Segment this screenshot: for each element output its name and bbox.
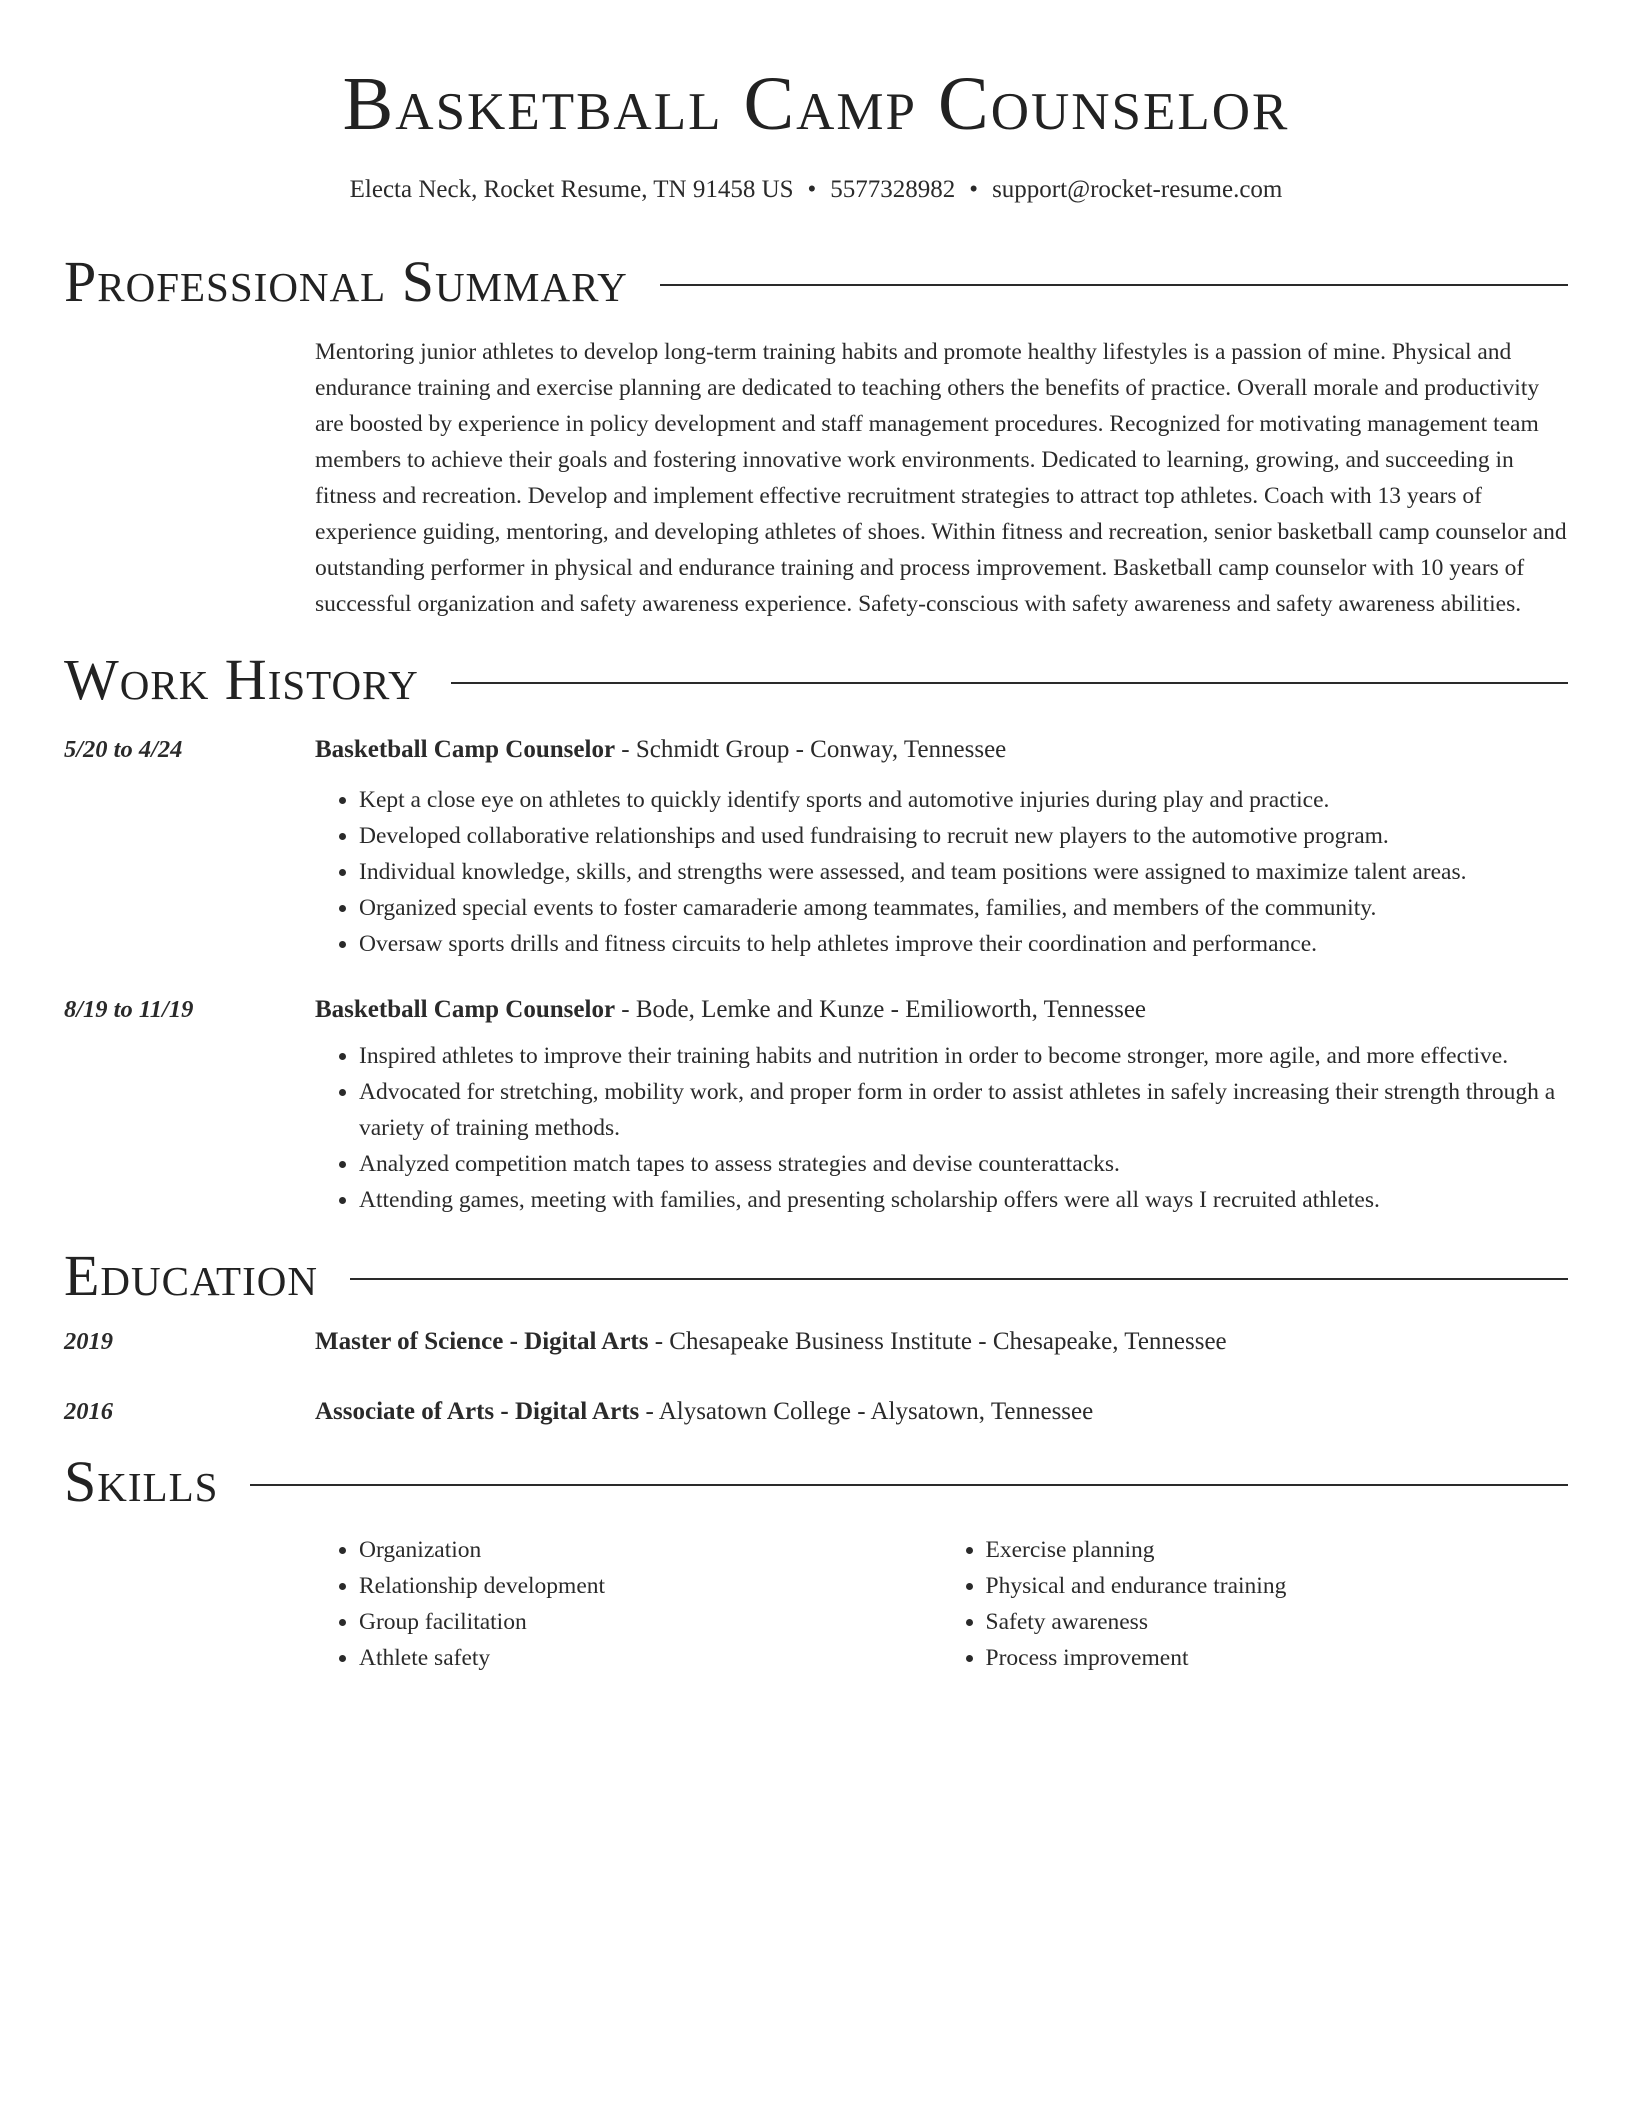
summary-section-header <box>64 249 1568 314</box>
education-year: 2019 <box>64 1328 113 1355</box>
job-bullet: • Oversaw sports drills and fitness circuits to help athletes improve their coordination and performance. <box>359 926 1568 962</box>
skills-grid <box>315 1532 1568 1676</box>
job-bullet-list <box>315 782 1568 962</box>
section-heading-education: Education <box>64 1243 318 1308</box>
skill-item: • Process improvement <box>986 1640 1569 1676</box>
job-dates: 8/19 to 11/19 <box>64 996 194 1023</box>
job-body <box>315 992 1568 1218</box>
skill-item: • Relationship development <box>359 1568 942 1604</box>
summary-text: Mentoring junior athletes to develop long-term training habits and promote healthy lifestyles is a passion of mine. Physical and endurance training and exercise planning are dedicated to teaching others the benefits of practice. Overall morale and productivity are boosted by experience in policy development and staff management procedures. Recognized for motivating management team members to achieve their goals and fostering innovative work environments. Dedicated to learning, growing, and succeeding in fitness and recreation. Develop and implement effective recruitment strategies to attract top athletes. Coach with 13 years of experience guiding, mentoring, and developing athletes of shoes. Within fitness and recreation, senior basketball camp counselor and outstanding performer in physical and endurance training and process improvement. Basketball camp counselor with 10 years of successful organization and safety awareness experience. Safety-conscious with safety awareness and safety awareness abilities. <box>315 339 1567 617</box>
skill-item: • Safety awareness <box>986 1604 1569 1640</box>
section-heading-skills: Skills <box>64 1449 219 1514</box>
education-headline <box>315 1324 1568 1360</box>
job-bullet-list <box>315 1038 1568 1218</box>
job-bullet: • Individual knowledge, skills, and strengths were assessed, and team positions were assigned to maximize talent areas. <box>359 854 1568 890</box>
skill-item: • Athlete safety <box>359 1640 942 1676</box>
job-bullet: • Developed collaborative relationships and used fundraising to recruit new players to the automotive program. <box>359 818 1568 854</box>
education-entry <box>64 1394 1568 1430</box>
section-divider <box>451 682 1568 684</box>
job-bullet: • Advocated for stretching, mobility work, and proper form in order to assist athletes in safely increasing their strength through a variety of training methods. <box>359 1074 1568 1146</box>
education-entry <box>64 1324 1568 1360</box>
skill-item: • Exercise planning <box>986 1532 1569 1568</box>
skill-item: • Organization <box>359 1532 942 1568</box>
section-divider <box>250 1484 1568 1486</box>
skills-section-header <box>64 1449 1568 1514</box>
education-section-header <box>64 1243 1568 1308</box>
education-school: - Alysatown College - Alysatown, Tennessee <box>639 1398 1094 1425</box>
work-section-header <box>64 647 1568 712</box>
contact-address: Electa Neck, Rocket Resume, TN 91458 US <box>349 176 794 203</box>
contact-separator: • <box>807 176 817 203</box>
job-body <box>315 732 1568 962</box>
job-bullet: • Analyzed competition match tapes to assess strategies and devise counterattacks. <box>359 1146 1568 1182</box>
section-heading-summary: Professional Summary <box>64 249 628 314</box>
contact-phone: 5577328982 <box>830 176 956 203</box>
job-bullet: • Attending games, meeting with families, and presenting scholarship offers were all ways I recruited athletes. <box>359 1182 1568 1218</box>
skill-item: • Group facilitation <box>359 1604 942 1640</box>
skills-column-left <box>315 1532 942 1676</box>
job-headline <box>315 732 1568 768</box>
job-bullet: • Organized special events to foster camaraderie among teammates, families, and members of the community. <box>359 890 1568 926</box>
job-dates: 5/20 to 4/24 <box>64 736 183 763</box>
job-entry <box>64 992 1568 1218</box>
education-school: - Chesapeake Business Institute - Chesapeake, Tennessee <box>648 1328 1227 1355</box>
skill-item: • Physical and endurance training <box>986 1568 1569 1604</box>
resume-page <box>64 0 1568 1676</box>
job-headline <box>315 992 1568 1028</box>
education-body <box>315 1394 1568 1430</box>
section-divider <box>350 1278 1568 1280</box>
contact-email: support@rocket-resume.com <box>992 176 1283 203</box>
education-body <box>315 1324 1568 1360</box>
skills-column-right <box>942 1532 1569 1676</box>
job-bullet: • Inspired athletes to improve their training habits and nutrition in order to become stronger, more agile, and more effective. <box>359 1038 1568 1074</box>
job-entry <box>64 732 1568 962</box>
education-year: 2016 <box>64 1398 113 1425</box>
contact-separator: • <box>969 176 979 203</box>
education-headline <box>315 1394 1568 1430</box>
job-title: Basketball Camp Counselor <box>315 996 616 1023</box>
education-degree: Master of Science - Digital Arts <box>315 1328 649 1355</box>
section-divider <box>660 284 1568 286</box>
job-employer: - Bode, Lemke and Kunze - Emilioworth, Tennessee <box>615 996 1147 1023</box>
contact-line <box>64 174 1568 206</box>
section-heading-work: Work History <box>64 647 419 712</box>
job-bullet: • Kept a close eye on athletes to quickly identify sports and automotive injuries during play and practice. <box>359 782 1568 818</box>
job-employer: - Schmidt Group - Conway, Tennessee <box>615 736 1007 763</box>
education-degree: Associate of Arts - Digital Arts <box>315 1398 640 1425</box>
job-title: Basketball Camp Counselor <box>315 736 616 763</box>
resume-title: Basketball Camp Counselor <box>342 62 1290 146</box>
